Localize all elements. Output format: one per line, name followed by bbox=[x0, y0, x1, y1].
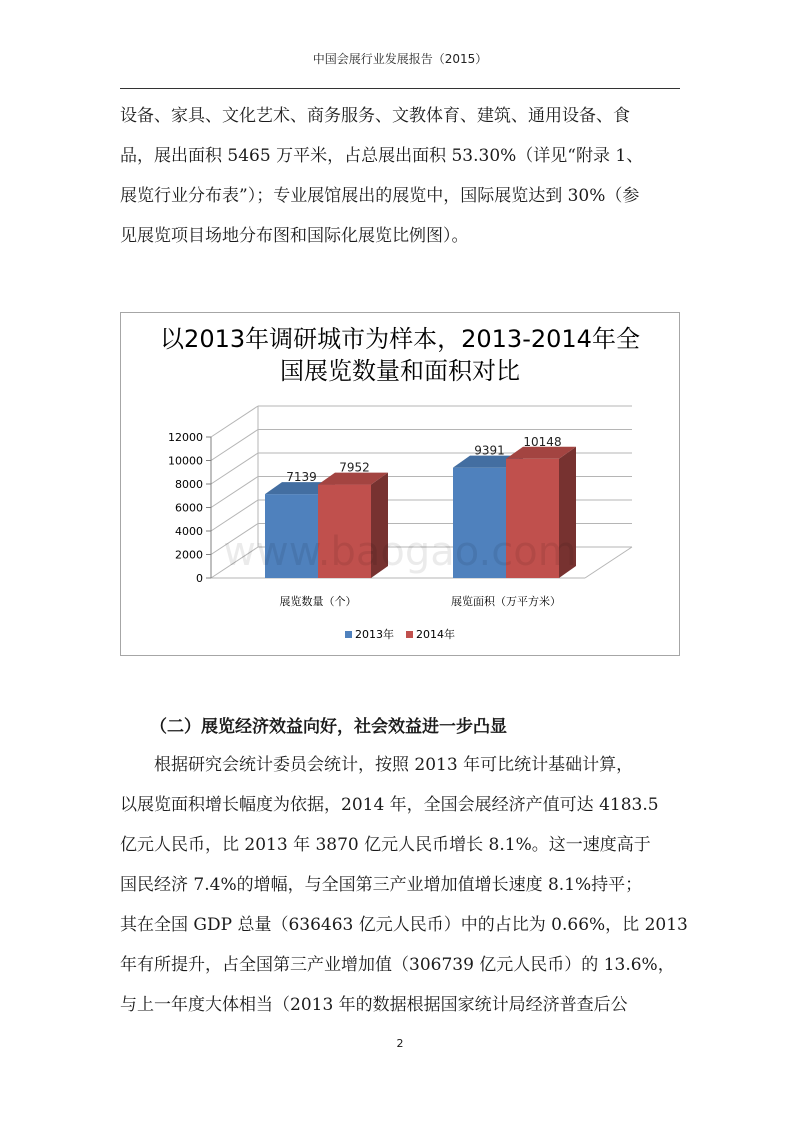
paragraph-line: 展览行业分布表”）；专业展馆展出的展览中，国际展览达到 30%（参 bbox=[120, 186, 640, 206]
data-label: 10148 bbox=[523, 434, 562, 449]
paragraph-line: 根据研究会统计委员会统计，按照 2013 年可比统计基础计算， bbox=[120, 755, 634, 775]
legend-label: 2014年 bbox=[416, 628, 455, 641]
paragraph-2 bbox=[120, 745, 688, 1025]
data-label: 7139 bbox=[286, 470, 317, 485]
gridline-side bbox=[211, 477, 258, 508]
legend-swatch bbox=[406, 631, 413, 638]
floor-right-edge bbox=[585, 547, 632, 578]
page-number: 2 bbox=[396, 1037, 404, 1050]
paragraph-line: 年有所提升，占全国第三产业增加值（306739 亿元人民币）的 13.6%， bbox=[120, 955, 675, 975]
y-tick-label: 8000 bbox=[175, 478, 203, 491]
paragraph-line: 其在全国 GDP 总量（636463 亿元人民币）中的占比为 0.66%，比 2013 bbox=[120, 915, 688, 935]
running-header: 中国会展行业发展报告（2015） bbox=[312, 52, 488, 66]
watermark-text: www.baogao.com bbox=[223, 529, 577, 575]
y-tick-label: 10000 bbox=[168, 454, 203, 468]
paragraph-line: 亿元人民币，比 2013 年 3870 亿元人民币增长 8.1%。这一速度高于 bbox=[120, 835, 651, 855]
x-category-label: 展览面积（万平方米） bbox=[451, 595, 561, 608]
legend-swatch bbox=[345, 631, 352, 638]
y-tick-label: 0 bbox=[196, 572, 203, 585]
y-tick-label: 12000 bbox=[168, 431, 203, 444]
legend-label: 2013年 bbox=[355, 628, 394, 641]
paragraph-line: 以展览面积增长幅度为依据，2014 年，全国会展经济产值可达 4183.5 bbox=[120, 795, 659, 815]
y-tick-label: 6000 bbox=[175, 501, 203, 515]
header-rule bbox=[120, 88, 680, 89]
paragraph-line: 设备、家具、文化艺术、商务服务、文教体育、建筑、通用设备、食 bbox=[120, 106, 630, 126]
gridline-side bbox=[211, 430, 258, 461]
paragraph-1 bbox=[120, 96, 680, 256]
paragraph-line: 国民经济 7.4%的增幅，与全国第三产业增加值增长速度 8.1%持平； bbox=[120, 875, 643, 895]
y-tick-label: 4000 bbox=[175, 525, 203, 538]
section-heading: （二）展览经济效益向好，社会效益进一步凸显 bbox=[150, 717, 507, 737]
data-label: 9391 bbox=[474, 443, 505, 458]
chart-title-line-1: 以2013年调研城市为样本，2013-2014年全 bbox=[160, 325, 640, 353]
gridline-side bbox=[211, 406, 258, 437]
gridline-side bbox=[211, 500, 258, 531]
chart-container bbox=[120, 312, 680, 656]
paragraph-line: 品，展出面积 5465 万平米，占总展出面积 53.30%（详见“附录 1、 bbox=[120, 146, 644, 166]
chart-title-line-2: 国展览数量和面积对比 bbox=[280, 357, 520, 385]
x-category-label: 展览数量（个） bbox=[279, 595, 357, 608]
gridline-side bbox=[211, 453, 258, 484]
data-label: 7952 bbox=[339, 460, 370, 475]
y-tick-label: 2000 bbox=[175, 548, 203, 562]
paragraph-line: 与上一年度大体相当（2013 年的数据根据国家统计局经济普查后公 bbox=[120, 995, 628, 1015]
chart-title bbox=[121, 323, 679, 387]
paragraph-line: 见展览项目场地分布图和国际化展览比例图）。 bbox=[120, 226, 469, 246]
